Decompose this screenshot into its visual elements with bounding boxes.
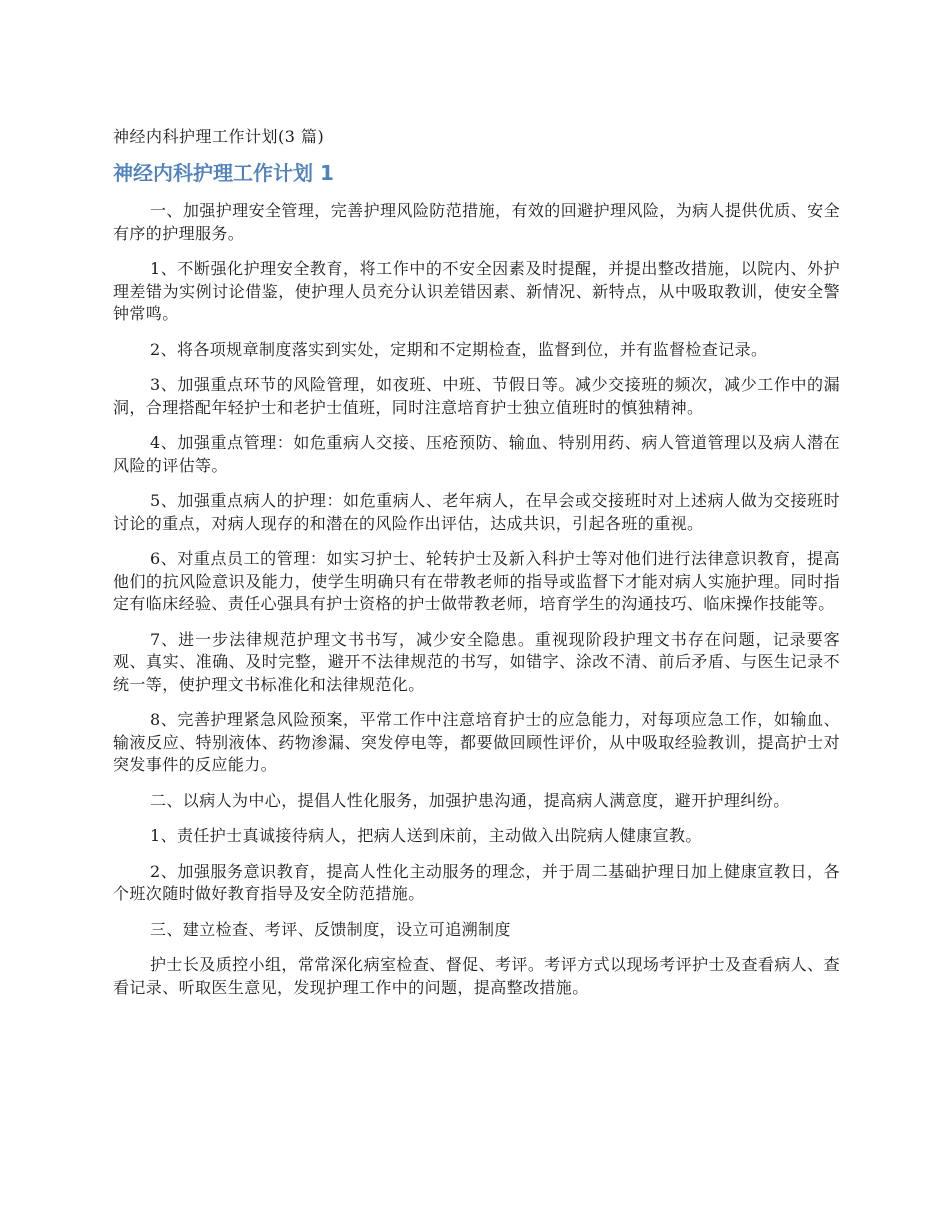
paragraph-item-4: 4、加强重点管理：如危重病人交接、压疮预防、输血、特别用药、病人管道管理以及病人潜在风险的评估等。 <box>113 433 840 475</box>
paragraph-item-3: 3、加强重点环节的风险管理，如夜班、中班、节假日等。减少交接班的频次，减少工作中的漏洞，合理搭配年轻护士和老护士值班，同时注意培育护士独立值班时的慎独精神。 <box>113 375 840 417</box>
paragraph-item-5: 5、加强重点病人的护理：如危重病人、老年病人，在早会或交接班时对上述病人做为交接班时讨论的重点，对病人现存的和潜在的风险作出评估，达成共识，引起各班的重视。 <box>113 491 840 533</box>
paragraph-item-2-1: 1、责任护士真诚接待病人，把病人送到床前，主动做入出院病人健康宣教。 <box>150 826 702 845</box>
paragraph-item-7: 7、进一步法律规范护理文书书写，减少安全隐患。重视现阶段护理文书存在问题，记录要客观、真实、准确、及时完整，避开不法律规范的书写，如错字、涂改不清、前后矛盾、与医生记录不统一等，使护理文书标准化和法律规范化。 <box>113 629 840 694</box>
paragraph-item-2-2: 2、加强服务意识教育，提高人性化主动服务的理念，并于周二基础护理日加上健康宣教日，各个班次随时做好教育指导及安全防范措施。 <box>113 861 840 903</box>
document-page <box>113 126 840 1012</box>
paragraph-item-2: 2、将各项规章制度落实到实处，定期和不定期检查，监督到位，并有监督检查记录。 <box>150 339 768 359</box>
paragraph-intro-2: 二、以病人为中心，提倡人性化服务，加强护患沟通，提高病人满意度，避开护理纠纷。 <box>150 790 790 810</box>
section-heading: 神经内科护理工作计划 1 <box>113 161 334 185</box>
paragraph-item-6: 6、对重点员工的管理：如实习护士、轮转护士及新入科护士等对他们进行法律意识教育，提高他们的抗风险意识及能力，使学生明确只有在带教老师的指导或监督下才能对病人实施护理。同时指定有临床经验、责任心强具有护士资格的护士做带教老师，培育学生的沟通技巧、临床操作技能等。 <box>113 549 840 613</box>
paragraph-item-1: 1、不断强化护理安全教育，将工作中的不安全因素及时提醒，并提出整改措施，以院内、外护理差错为实例讨论借鉴，使护理人员充分认识差错因素、新情况、新特点，从中吸取教训，使安全警钟常鸣。 <box>113 259 840 323</box>
document-title: 神经内科护理工作计划(3 篇) <box>113 127 325 146</box>
paragraph-intro-3: 三、建立检查、考评、反馈制度，设立可追溯制度 <box>150 919 511 939</box>
paragraph-item-3-1: 护士长及质控小组，常常深化病室检查、督促、考评。考评方式以现场考评护士及查看病人、查看记录、听取医生意见，发现护理工作中的问题，提高整改措施。 <box>113 955 840 997</box>
paragraph-intro-1: 一、加强护理安全管理，完善护理风险防范措施，有效的回避护理风险，为病人提供优质、安全有序的护理服务。 <box>113 201 840 243</box>
paragraph-item-8: 8、完善护理紧急风险预案，平常工作中注意培育护士的应急能力，对每项应急工作，如输血、输液反应、特别液体、药物渗漏、突发停电等，都要做回顾性评价，从中吸取经验教训，提高护士对突发事件的反应能力。 <box>113 710 840 774</box>
